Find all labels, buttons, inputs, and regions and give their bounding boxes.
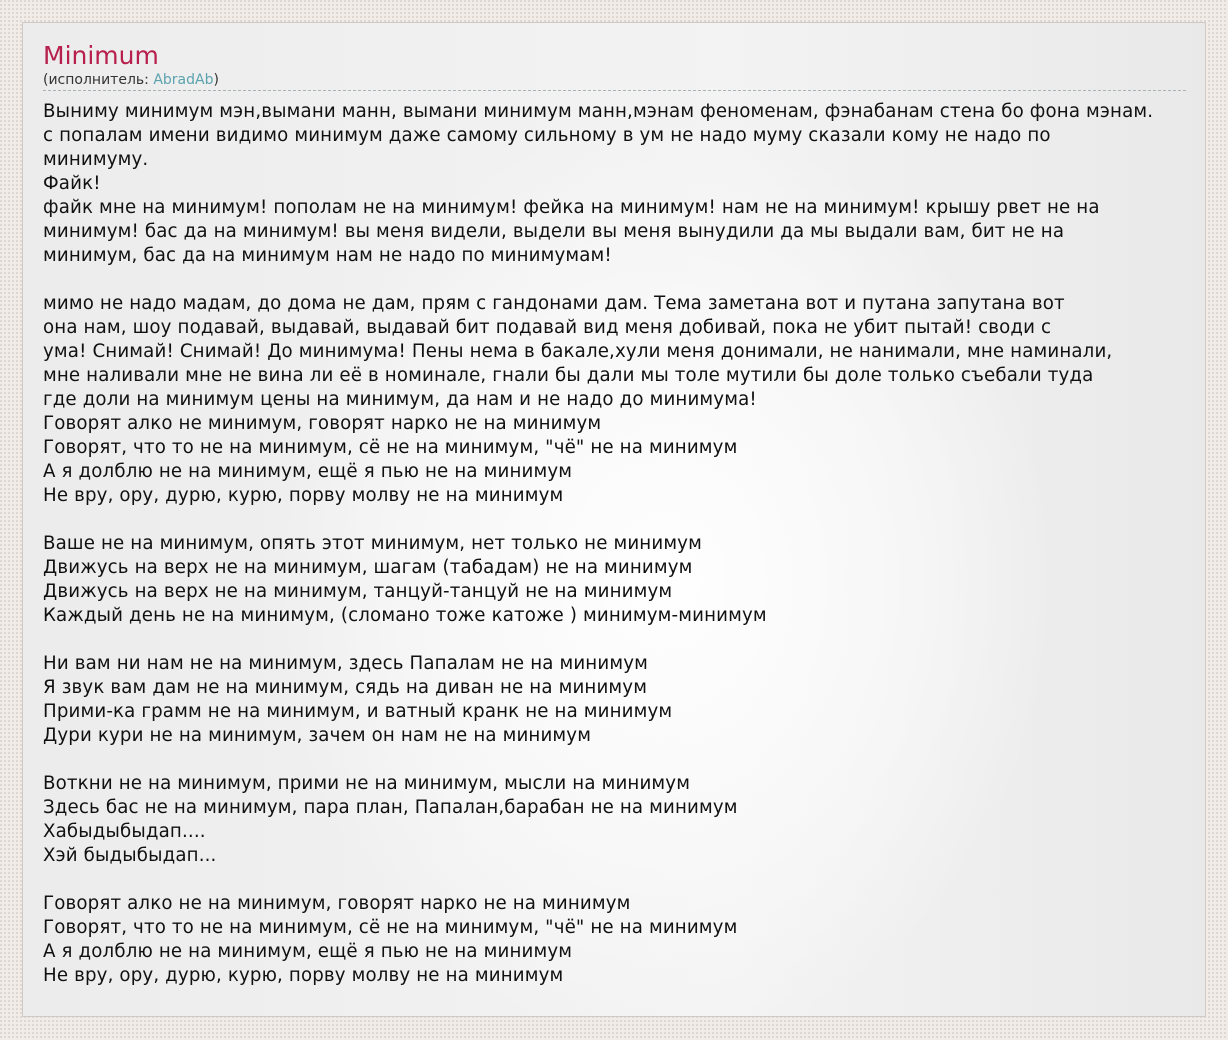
lyric-line: минимум, бас да на минимум нам не надо по минимумам!	[43, 245, 612, 266]
lyric-blank-line	[43, 868, 1153, 892]
lyric-line: Говорят, что то не на минимум, сё не на минимум, "чё" не на минимум	[43, 917, 738, 938]
lyric-blank-line	[43, 748, 1153, 772]
lyrics-text	[43, 100, 1153, 988]
lyric-line: Движусь на верх не на минимум, танцуй-танцуй не на минимум	[43, 581, 673, 602]
lyric-line: мне наливали мне не вина ли её в номинале, гнали бы дали мы толе мутили бы доле только съебали туда	[43, 365, 1094, 386]
lyric-line: она нам, шоу подавай, выдавай, выдавай бит подавай вид меня добивай, пока не убит пытай! своди с	[43, 317, 1052, 338]
lyric-line: Хэй быдыбыдап...	[43, 845, 217, 866]
lyric-line: Здесь бас не на минимум, пара план, Папалан,барабан не на минимум	[43, 797, 738, 818]
lyric-line: мимо не надо мадам, до дома не дам, прям с гандонами дам. Тема заметана вот и путана запутана вот	[43, 293, 1065, 314]
lyric-line: Прими-ка грамм не на минимум, и ватный кранк не на минимум	[43, 701, 673, 722]
song-title: Minimum	[43, 41, 159, 70]
lyric-line: Ни вам ни нам не на минимум, здесь Папалам не на минимум	[43, 653, 648, 674]
lyric-line: Я звук вам дам не на минимум, сядь на диван не на минимум	[43, 677, 648, 698]
lyric-line: Файк!	[43, 173, 101, 194]
lyrics-panel	[22, 22, 1206, 1017]
lyric-line: А я долблю не на минимум, ещё я пью не на минимум	[43, 461, 573, 482]
lyric-line: Движусь на верх не на минимум, шагам (табадам) не на минимум	[43, 557, 693, 578]
lyric-line: А я долблю не на минимум, ещё я пью не на минимум	[43, 941, 573, 962]
lyric-line: Говорят, что то не на минимум, сё не на минимум, "чё" не на минимум	[43, 437, 738, 458]
lyric-line: ума! Снимай! Снимай! До минимума! Пены нема в бакале,хули меня донимали, не нанимали, мне наминали,	[43, 341, 1113, 362]
lyric-line: минимуму.	[43, 149, 149, 170]
lyric-line: Не вру, ору, дурю, курю, порву молву не на минимум	[43, 965, 564, 986]
lyric-line: Хабыдыбыдап....	[43, 821, 206, 842]
lyric-line: где доли на минимум цены на минимум, да нам и не надо до минимума!	[43, 389, 757, 410]
lyric-line: Ваше не на минимум, опять этот минимум, нет только не минимум	[43, 533, 702, 554]
lyric-line: файк мне на минимум! пополам не на минимум! фейка на минимум! нам не на минимум! крышу рвет не на	[43, 197, 1100, 218]
lyric-blank-line	[43, 628, 1153, 652]
lyric-line: минимум! бас да на минимум! вы меня видели, выдели вы меня вынудили да мы выдали вам, бит не на	[43, 221, 1065, 242]
lyric-line: с попалам имени видимо минимум даже самому сильному в ум не надо муму сказали кому не надо по	[43, 125, 1051, 146]
lyric-line: Говорят алко не на минимум, говорят нарко не на минимум	[43, 893, 631, 914]
lyric-line: Каждый день не на минимум, (сломано тоже катоже ) минимум-минимум	[43, 605, 767, 626]
song-header	[43, 41, 1186, 91]
lyric-blank-line	[43, 508, 1153, 532]
artist-line	[43, 71, 1186, 91]
artist-link[interactable]: AbradAb	[153, 72, 214, 88]
lyric-line: Не вру, ору, дурю, курю, порву молву не на минимум	[43, 485, 564, 506]
artist-prefix: (исполнитель:	[43, 72, 154, 88]
lyric-line: Дури кури не на минимум, зачем он нам не на минимум	[43, 725, 592, 746]
lyric-line: Выниму минимум мэн,вымани манн, вымани минимум манн,мэнам феноменам, фэнабанам стена бо фона мэнам.	[43, 101, 1154, 122]
lyric-blank-line	[43, 268, 1153, 292]
lyric-line: Воткни не на минимум, прими не на минимум, мысли на минимум	[43, 773, 691, 794]
artist-suffix: )	[213, 72, 219, 88]
lyric-line: Говорят алко не минимум, говорят нарко не на минимум	[43, 413, 602, 434]
